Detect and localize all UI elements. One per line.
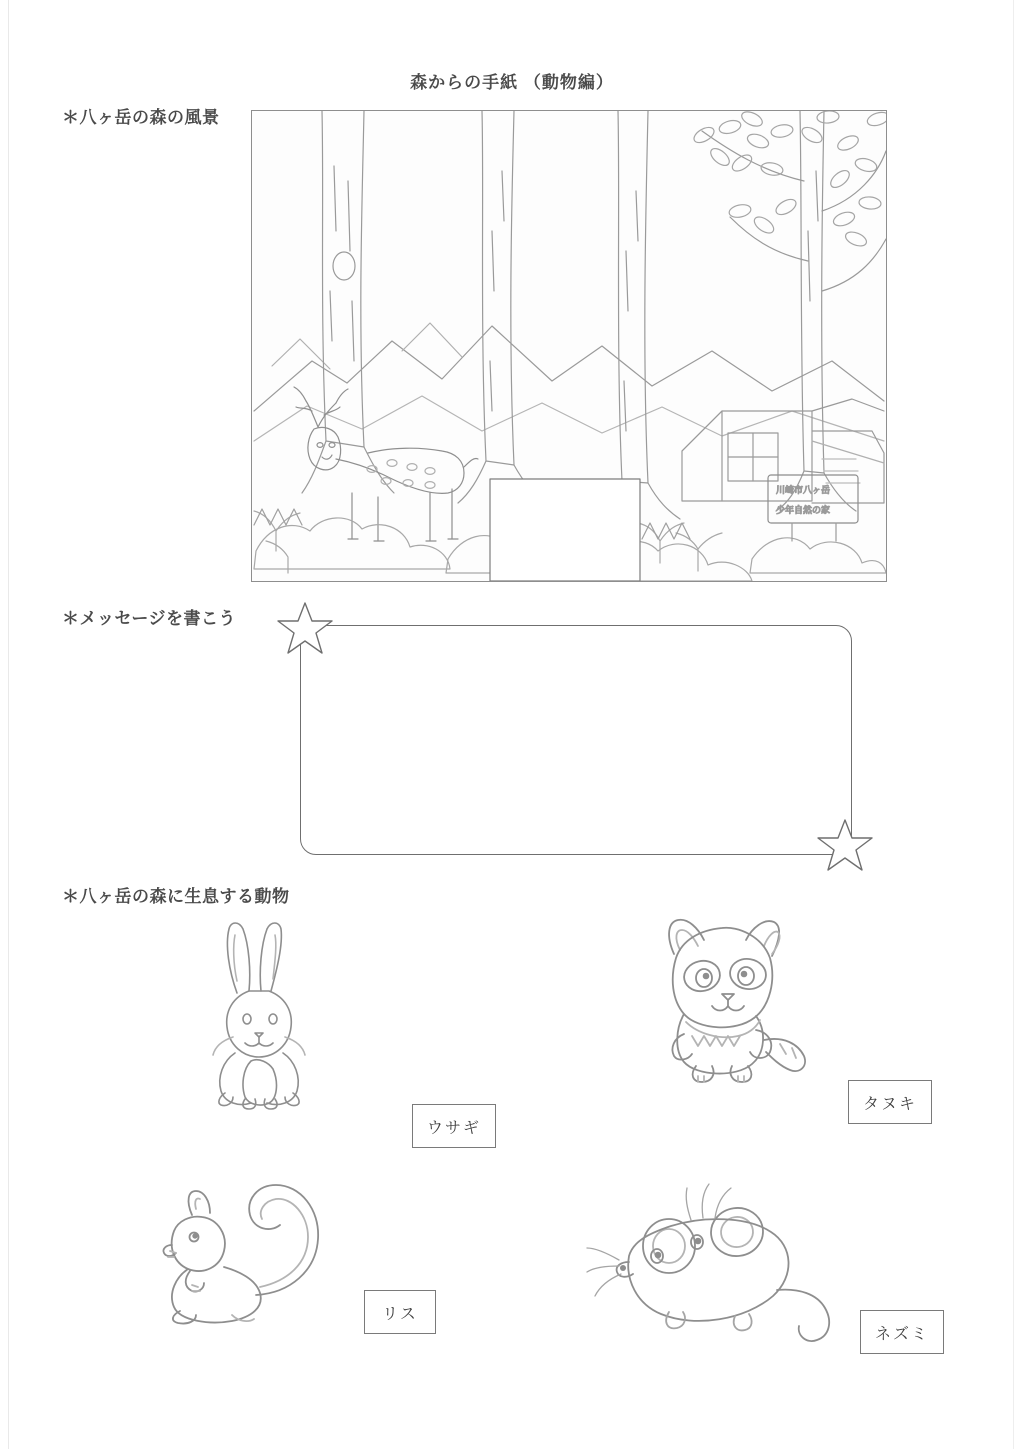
scenery-illustration-frame xyxy=(251,110,887,582)
section-label-animals: ＊八ヶ岳の森に生息する動物 xyxy=(62,887,290,906)
squirrel-illustration xyxy=(140,1175,330,1330)
star-decoration-top-left xyxy=(275,600,335,658)
message-area xyxy=(275,600,875,875)
message-writing-box[interactable] xyxy=(300,625,852,855)
sign-line-1: 川崎市八ヶ岳 xyxy=(776,485,831,495)
page-title: 森からの手紙 （動物編） xyxy=(410,73,614,92)
animal-name-tag-rabbit[interactable]: ウサギ xyxy=(412,1104,496,1148)
animal-name-tag-mouse[interactable]: ネズミ xyxy=(860,1310,944,1354)
animal-name-tag-tanuki[interactable]: タヌキ xyxy=(848,1080,932,1124)
scan-edge-right xyxy=(1013,0,1014,1449)
mouse-illustration xyxy=(585,1170,855,1345)
raccoon-dog-illustration xyxy=(640,910,820,1090)
section-label-scenery: ＊八ヶ岳の森の風景 xyxy=(62,108,220,127)
section-label-message: ＊メッセージを書こう xyxy=(62,609,236,628)
star-decoration-bottom-right xyxy=(815,817,875,875)
sign-line-2: 少年自然の家 xyxy=(776,505,831,515)
animal-name-tag-squirrel[interactable]: リス xyxy=(364,1290,436,1334)
rabbit-illustration xyxy=(185,915,335,1115)
forest-scene-drawing xyxy=(252,111,886,581)
scan-edge-left xyxy=(8,0,9,1449)
